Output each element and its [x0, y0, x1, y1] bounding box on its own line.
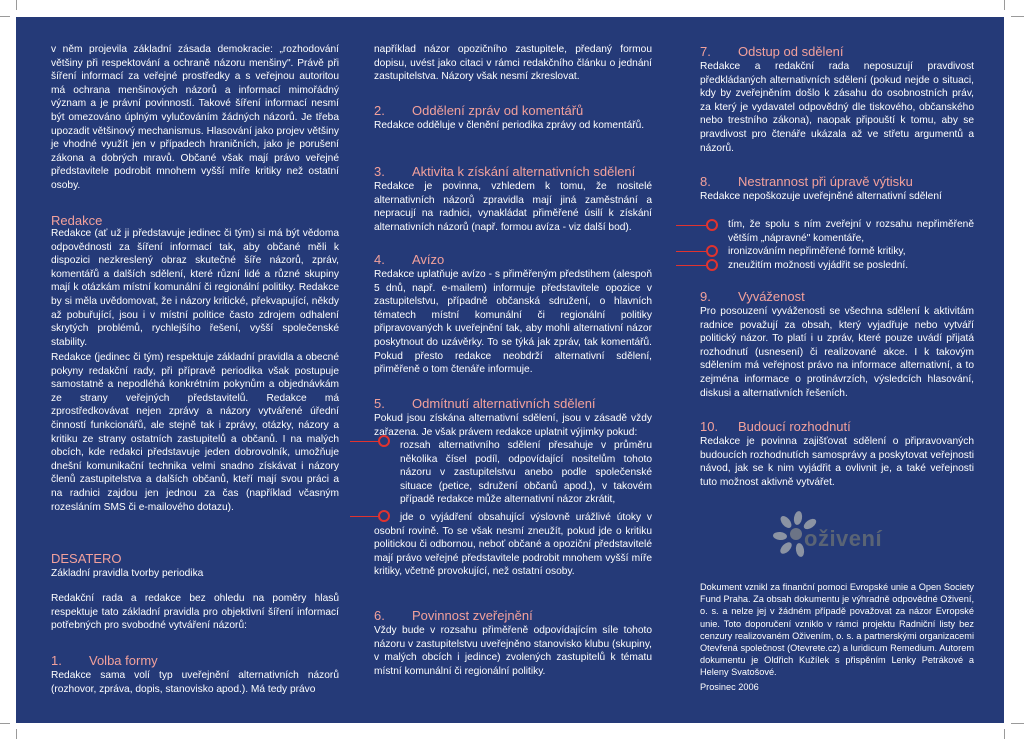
- redakce-p1: Redakce (ať už ji představuje jedinec či tým) si má být vědoma odpovědnosti za šíření informací tak, aby občané měli k dispozici nezkreslený obraz skutečné šíře názorů, zpráv, komentářů a dalších sdělení, které různí lidé a různé skupiny mají k otázkám místní komunální či regionální politiky. Redakce by si měla uvědomovat, že i názory kritické, překvapující, někdy až pobuřující, jsou i v místní politice často zdrojem odhalení skrytých problémů, rychlejšího řešení, vyšší společenské stability.: [51, 228, 339, 348]
- crop-mark: [1004, 729, 1005, 739]
- crop-mark: [0, 723, 10, 724]
- bullet-marker: [350, 435, 390, 447]
- col2-intro: například názor opozičního zastupitele, předaný formou dopisu, uvést jako citaci v rámci redakčního článku o jednání zastupitelstva. Názory však nesmí zkreslovat.: [374, 44, 652, 83]
- desatero-heading: DESATERO: [51, 551, 122, 566]
- footer-date: Prosinec 2006: [700, 682, 759, 692]
- bullet-marker: [676, 219, 720, 231]
- section-1-text: Redakce sama volí typ uveřejnění alternativních názorů (rozhovor, zpráva, dopis, stanovisko apod.). Má tedy právo: [51, 670, 339, 695]
- section-8-text: Redakce nepoškozuje uveřejněné alternativní sdělení: [700, 191, 942, 202]
- section-8-title: 8. Nestrannost při úpravě výtisku: [700, 174, 913, 189]
- section-5-bullet-2: jde o vyjádření obsahující výslovně urážlivé útoky v osobní rovině. To se však nesmí zneužít, pokud jde o kritiku politickou či odbornou, neboť občané a opoziční představitelé mají právo veřejné představitele podrobit mnohem vyšší míře kritiky, včetně provokující, než ostatní osoby.: [374, 512, 652, 578]
- desatero-subtitle: Základní pravidla tvorby periodika: [51, 568, 204, 579]
- redakce-heading: Redakce: [51, 213, 103, 228]
- section-3-text: Redakce je povinna, vzhledem k tomu, že nositelé alternativních názorů zpravidla mají jiná zaměstnání a nepracují na radnici, vynakládat přiměřené úsilí k získání alternativních názorů (např. formou avíza - viz další bod).: [374, 181, 652, 233]
- section-8-bullet-1: tím, že spolu s ním zveřejní v rozsahu nepřiměřeně větším „nápravné" komentáře,: [728, 219, 974, 244]
- crop-mark: [16, 0, 17, 10]
- redakce-p2: Redakce (jedinec či tým) respektuje základní pravidla a obecné pokyny redakční rady, při přípravě periodika však postupuje samostatně a nepodléhá konkrétním pokynům a objednávkám ze strany veřejných představitelů. Redakce má zprostředkovávat nejen zprávy a názory vytvářené úřední činností funkcionářů, ale stejně tak i zprávy, otázky, názory a kritiku ze strany ostatních zastupitelů a občanů. I na malých obcích, kde redakci představuje jeden dobrovolník, umožňuje dnešní komunikační technika velmi snadno získávat i názory členů zastupitelstva a dalších občanů, kteří mají svou práci a na radnici zajdou jen jednou za čas (například včasným rozesláním SMS či e-mailového dotazu).: [51, 352, 339, 513]
- section-2-title: 2. Oddělení zpráv od komentářů: [374, 103, 584, 118]
- section-1-title: 1. Volba formy: [51, 653, 158, 668]
- section-4-title: 4. Avízo: [374, 252, 445, 267]
- bullet-marker: [676, 245, 720, 257]
- section-7-text: Redakce a redakční rada neposuzují pravdivost předkládaných alternativních sdělení (pokud nejde o situaci, kdy by zveřejněním došlo k zásahu do osobnostních práv, za který je vydavatel odpovědný dle tiskového, občanského nebo trestního zákona), naopak připouští k tomu, aby se pravdivost pro čtenáře ukázala až ve střetu argumentů a názorů.: [700, 61, 974, 154]
- section-8-bullet-3: zneužitím možnosti vyjádřit se poslední.: [728, 260, 909, 271]
- bullet-marker: [676, 259, 720, 271]
- section-5-text: Pokud jsou získána alternativní sdělení, jsou v zásadě vždy zařazena. Je však právem redakce uplatnit výjimky pokud:: [374, 413, 652, 438]
- section-7-title: 7. Odstup od sdělení: [700, 44, 844, 59]
- logo-wordmark: oživení: [804, 526, 883, 551]
- brochure-panel: [16, 17, 1004, 723]
- section-4-text: Redakce uplatňuje avízo - s přiměřeným předstihem (alespoň 5 dnů, např. e-mailem) informuje představitele opozice v zastupitelstvu, případně občanská sdružení, o hlavních tématech místní komunální či regionální politiky připravovaných k uveřejnění tak, aby mohli alternativní názor poskytnout do uzávěrky. To se týká jak zpráv, tak komentářů. Pokud přesto redakce neobdrží alternativní sdělení, přiměřeně o tom čtenáře informuje.: [374, 269, 652, 376]
- section-10-text: Redakce je povinna zajišťovat sdělení o připravovaných budoucích rozhodnutích samosprávy a poskytovat veřejnosti návod, jak se k nim vyjádřit a ovlivnit je, a také veřejnosti tuto možnost aktivně vytvářet.: [700, 436, 974, 488]
- section-5-bullet-1: rozsah alternativního sdělení přesahuje v průměru několika čísel podíl, odpovídající nositelům tohoto názoru v zastupitelstvu anebo podle společenské situace (petice, sdružení občanů apod.), v takovém případě redakce může alternativní názor zkrátit,: [400, 440, 652, 506]
- crop-mark: [1011, 723, 1024, 724]
- section-2-text: Redakce odděluje v členění periodika zprávy od komentářů.: [374, 120, 645, 131]
- section-6-title: 6. Povinnost zveřejnění: [374, 608, 533, 623]
- footer-note: Dokument vznikl za finanční pomoci Evropské unie a Open Society Fund Praha. Za obsah dokumentu je výhradně odpovědné Oživení, o. s. a nelze jej v žádném případě považovat za názor Evropské unie. Toto doporučení vzniklo v rámci projektu Radniční listy bez cenzury realizovaném Oživením, o. s. a partnerskými organizacemi Otevřená společnost (Otevrete.cz) a luridicum Remedium. Autorem dokumentu je Oldřich Kužílek s přispěním Lenky Petrákové a Heleny Svatošové.: [700, 582, 974, 678]
- col1-intro: v něm projevila základní zásada demokracie: „rozhodování většiny při respektování a ochraně názoru menšiny". Právě při šíření informací za veřejné prostředky a s veřejnou autoritou má ochrana menšinových názorů a informací mimořádný význam a je právní povinností. Takové šíření informací nesmí být omezováno úplným vylučováním žádných názorů. Je třeba upozadit většinový mechanismus. Hlasování jako projev většiny je vhodné využít jen v případech hraničních, jako je porušení zákona a dobrých mravů. Občané však mají právo veřejné představitele podrobit mnohem vyšší míře kritiky než ostatní osoby.: [51, 44, 339, 191]
- crop-mark: [1011, 16, 1024, 17]
- section-8-bullet-2: ironizováním nepřiměřené formě kritiky,: [728, 246, 906, 257]
- crop-mark: [16, 729, 17, 739]
- section-9-text: Pro posouzení vyváženosti se všechna sdělení k aktivitám radnice považují za obsah, který vyjadřuje nebo vytváří politický názor. To platí i u zpráv, které pouze uvádí přijatá rozhodnutí (usnesení) či realizované akce. I k takovým sdělením má veřejnost právo na informace alternativní, a to zejména informace o protinávrzích, výsledcích hlasování, diskusi a alternativních řešeních.: [700, 306, 974, 399]
- crop-mark: [0, 16, 10, 17]
- section-3-title: 3. Aktivita k získání alternativních sdělení: [374, 164, 636, 179]
- desatero-intro: Redakční rada a redakce bez ohledu na poměry hlasů respektuje tato základní pravidla pro objektivní šíření informací potřebných pro svobodné vytváření názorů:: [51, 593, 339, 632]
- crop-mark: [1004, 0, 1005, 10]
- section-10-title: 10. Budoucí rozhodnutí: [700, 419, 851, 434]
- section-6-text: Vždy bude v rozsahu přiměřeně odpovídajícím síle tohoto názoru v zastupitelstvu uveřejněno stanovisko klubu (skupiny, v malých obcích i jedince) zvolených zastupitelů k tématu místní komunální či regionální politiky.: [374, 625, 652, 677]
- section-9-title: 9. Vyváženost: [700, 289, 805, 304]
- ozivení-logo: [770, 510, 883, 558]
- section-5-title: 5. Odmítnutí alternativních sdělení: [374, 396, 596, 411]
